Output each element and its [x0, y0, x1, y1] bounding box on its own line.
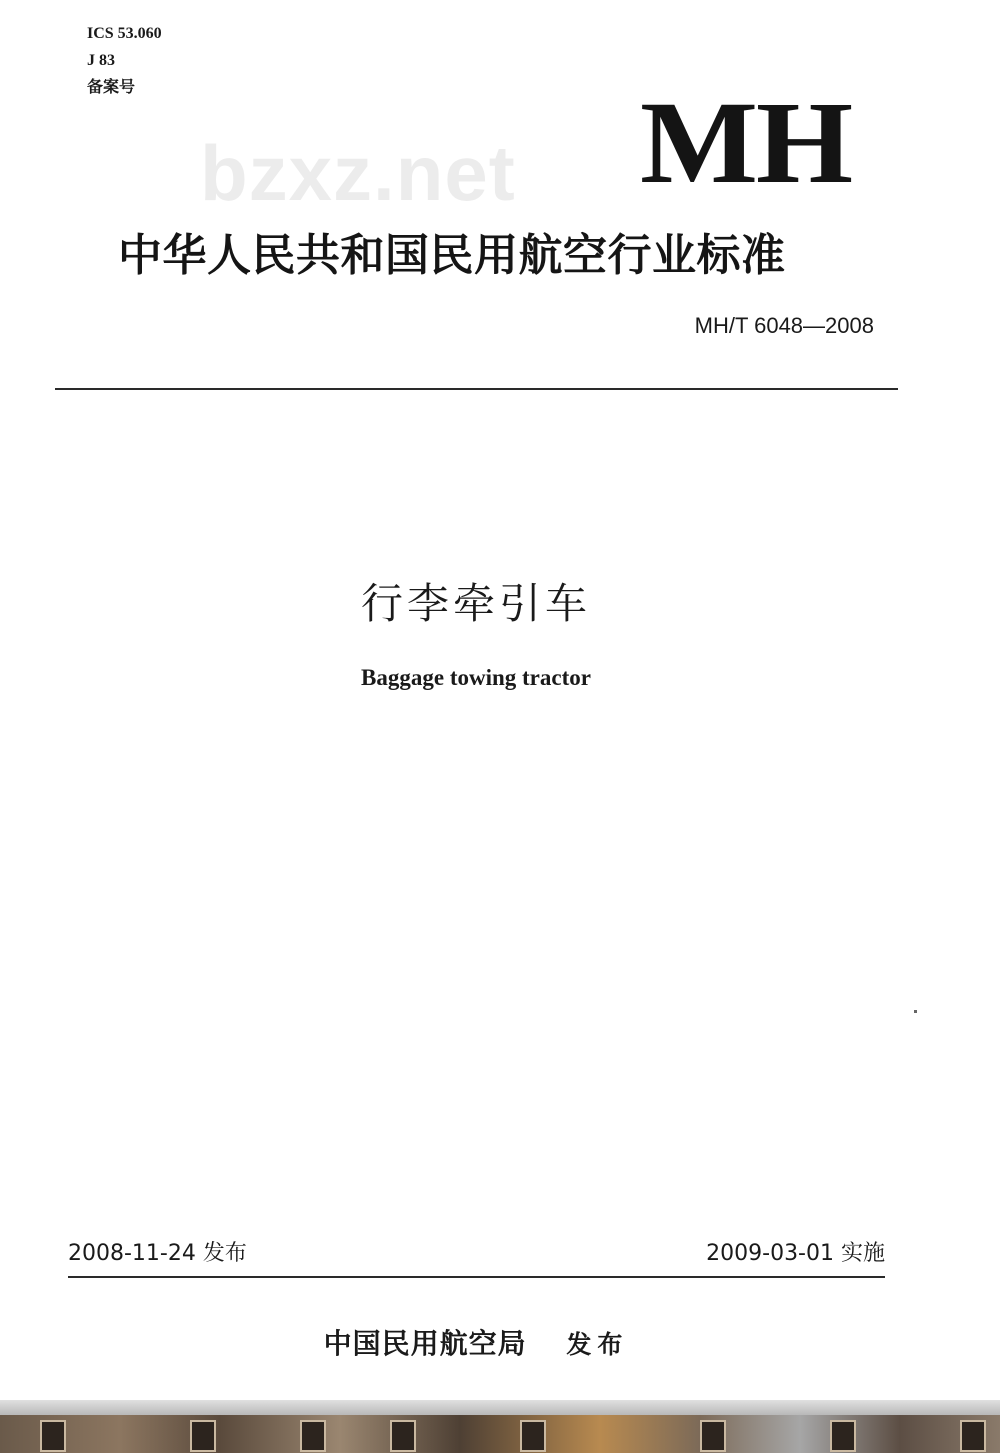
building-window: [700, 1420, 726, 1452]
photo-strip-sky: [0, 1400, 1000, 1415]
document-title-chinese: 行李牵引车: [360, 579, 591, 628]
building-window: [960, 1420, 986, 1452]
record-number-label: 备案号: [87, 79, 136, 96]
building-window: [830, 1420, 856, 1452]
watermark: bzxz.net: [200, 129, 516, 217]
publisher-organization: 中国民用航空局: [323, 1327, 527, 1360]
document-title-english: Baggage towing tractor: [361, 665, 591, 690]
building-window: [390, 1420, 416, 1452]
publisher-line: [0, 1324, 952, 1365]
implementation-date: 2009-03-01 实施: [706, 1241, 885, 1266]
building-window: [520, 1420, 546, 1452]
top-divider: [55, 388, 898, 390]
building-window: [300, 1420, 326, 1452]
ics-code: ICS 53.060: [87, 25, 162, 42]
bottom-divider: [68, 1276, 885, 1278]
mh-logo: MH: [640, 77, 852, 208]
issue-date: 2008-11-24 发布: [68, 1241, 247, 1266]
classification-code: J 83: [87, 52, 115, 69]
stray-mark: [914, 1010, 917, 1013]
building-window: [190, 1420, 216, 1452]
background-photo-strip: [0, 1400, 1000, 1453]
standard-number: MH/T 6048—2008: [694, 313, 874, 338]
classification-block: [87, 20, 162, 101]
building-window: [40, 1420, 66, 1452]
publisher-action: 发布: [566, 1330, 629, 1359]
industry-standard-title: 中华人民共和国民用航空行业标准: [118, 230, 786, 281]
